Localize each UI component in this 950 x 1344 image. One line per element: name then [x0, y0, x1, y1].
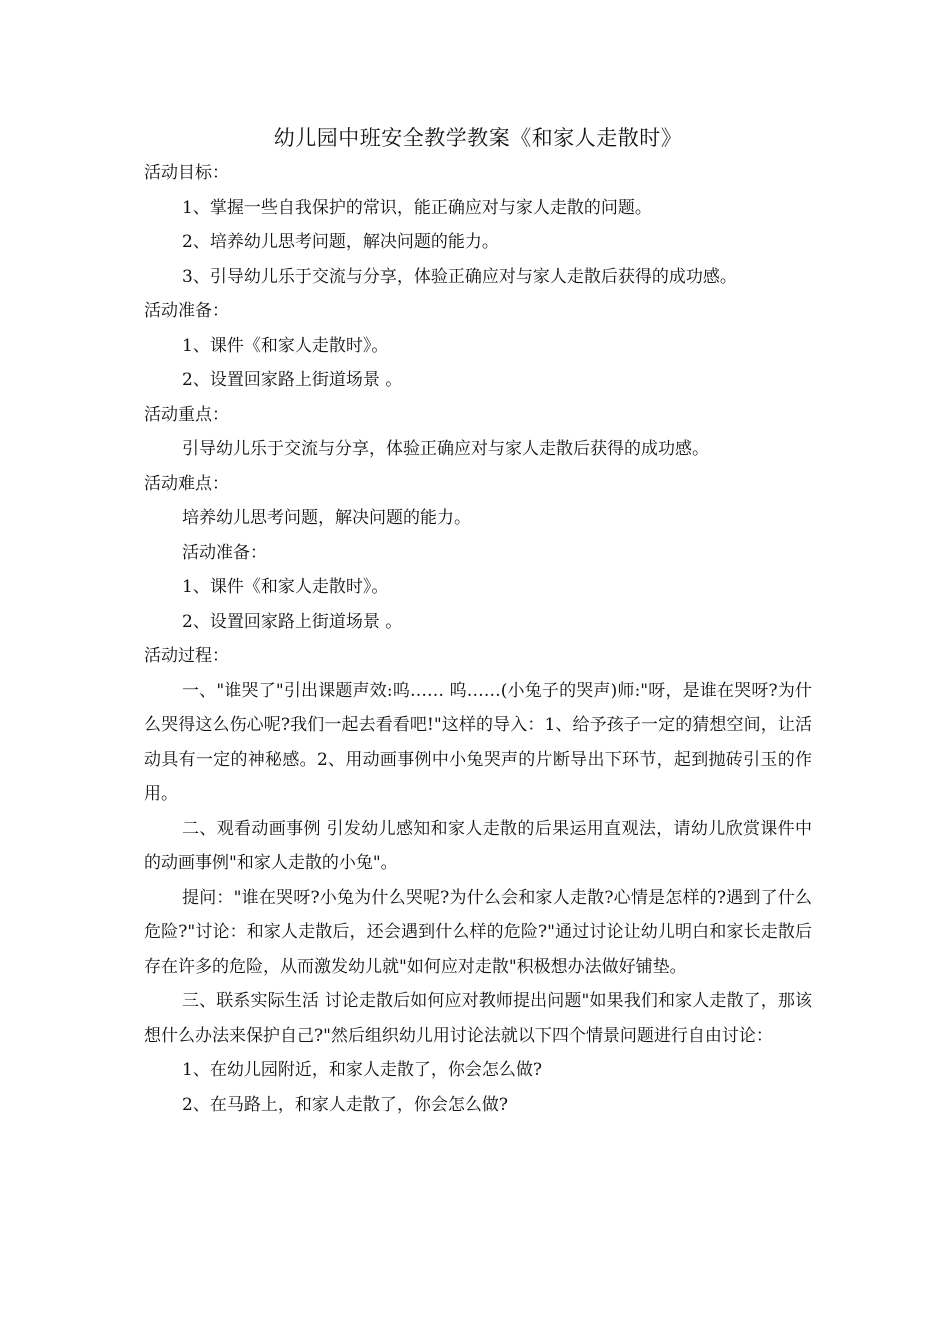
goals-heading: 活动目标：	[144, 163, 229, 183]
key-point-heading: 活动重点：	[144, 404, 229, 425]
process-item-2: 2、在马路上，和家人走散了，你会怎么做?	[182, 1094, 508, 1115]
process-paragraph-4: 三、联系实际生活 讨论走散后如何应对教师提出问题"如果我们和家人走散了，那该想什么办法来保护自己?"然后组织幼儿用讨论法就以下四个情景问题进行自由讨论：	[144, 991, 812, 1046]
prep2-item-1: 1、课件《和家人走散时》。	[182, 577, 389, 597]
difficulty-heading: 活动难点：	[144, 473, 229, 494]
goal-item-2: 2、培养幼儿思考问题，解决问题的能力。	[182, 232, 499, 252]
prep-heading: 活动准备：	[144, 301, 229, 321]
prep-item-2: 2、设置回家路上街道场景 。	[182, 370, 403, 390]
process-item-1: 1、在幼儿园附近，和家人走散了，你会怎么做?	[182, 1060, 542, 1080]
document-body	[144, 122, 812, 1122]
prep2-heading: 活动准备：	[182, 542, 267, 563]
process-paragraph-3: 提问："谁在哭呀?小兔为什么哭呢?为什么会和家人走散?心情是怎样的?遇到了什么危险?"讨论：和家人走散后，还会遇到什么样的危险?"通过讨论让幼儿明白和家长走散后存在许多的危险，从而激发幼儿就"如何应对走散"积极想办法做好铺垫。	[144, 887, 812, 977]
difficulty-text: 培养幼儿思考问题，解决问题的能力。	[182, 508, 471, 528]
goal-item-1: 1、掌握一些自我保护的常识，能正确应对与家人走散的问题。	[182, 197, 652, 218]
process-paragraph-2: 二、观看动画事例 引发幼儿感知和家人走散的后果运用直观法，请幼儿欣赏课件中的动画事例"和家人走散的小兔"。	[144, 818, 812, 873]
process-paragraph-1: 一、"谁哭了"引出课题声效:呜…… 呜……(小兔子的哭声)师:"呀，是谁在哭呀?为什么哭得这么伤心呢?我们一起去看看吧!"这样的导入：1、给予孩子一定的猜想空间，让活动具有一定的神秘感。2、用动画事例中小兔哭声的片断导出下环节，起到抛砖引玉的作用。	[144, 680, 812, 804]
process-heading: 活动过程：	[144, 646, 229, 666]
goal-item-3: 3、引导幼儿乐于交流与分享，体验正确应对与家人走散后获得的成功感。	[182, 266, 737, 287]
key-point-text: 引导幼儿乐于交流与分享，体验正确应对与家人走散后获得的成功感。	[182, 439, 709, 459]
prep-item-1: 1、课件《和家人走散时》。	[182, 335, 389, 356]
prep2-item-2: 2、设置回家路上街道场景 。	[182, 611, 403, 632]
document-title: 幼儿园中班安全教学教案《和家人走散时》	[273, 126, 683, 150]
